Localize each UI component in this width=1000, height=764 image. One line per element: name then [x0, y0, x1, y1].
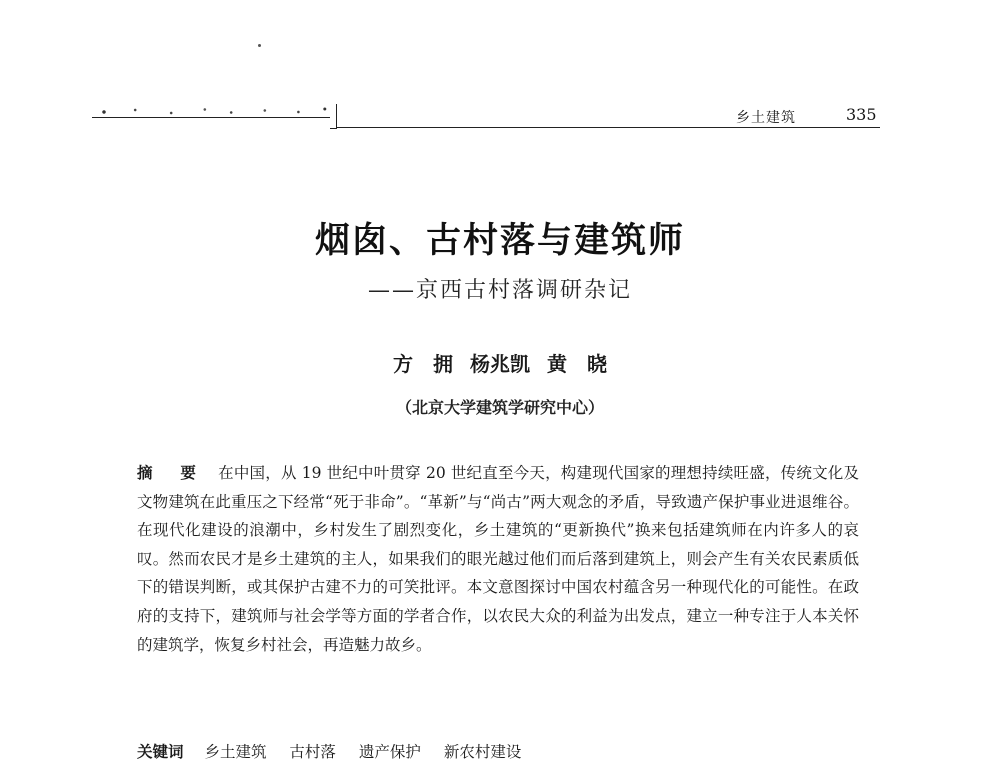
- abstract-text: 在中国，从 19 世纪中叶贯穿 20 世纪直至今天，构建现代国家的理想持续旺盛，传统文化及文物建筑在此重压之下经常“死于非命”。“革新”与“尚古”两大观念的矛盾，导致遗产保护事业进退维谷。在现代化建设的浪潮中，乡村发生了剧烈变化，乡土建筑的“更新换代”换来包括建筑师在内许多人的哀叹。然而农民才是乡土建筑的主人，如果我们的眼光越过他们而后落到建筑上，则会产生有关农民素质低下的错误判断，或其保护古建不力的可笑批评。本文意图探讨中国农村蕴含另一种现代化的可能性。在政府的支持下，建筑师与社会学等方面的学者合作，以农民大众的利益为出发点，建立一种专注于人本关怀的建筑学，恢复乡村社会，再造魅力故乡。: [137, 464, 859, 654]
- header-rule-left: [92, 117, 330, 118]
- keywords: [137, 740, 859, 764]
- scan-speck: [258, 44, 261, 47]
- running-head: 乡土建筑: [736, 110, 796, 126]
- abstract-label: 摘 要: [137, 464, 203, 482]
- keyword: 遗产保护: [358, 743, 421, 761]
- author-name: 黄 晓: [546, 352, 607, 376]
- author-affiliation: （北京大学建筑学研究中心）: [395, 398, 604, 417]
- keyword: 古村落: [289, 743, 336, 761]
- abstract: [137, 459, 859, 659]
- author-name: 方 拥: [393, 352, 454, 376]
- article-title: 烟囱、古村落与建筑师: [314, 221, 685, 261]
- article-subtitle: ——京西古村落调研杂记: [367, 278, 632, 303]
- header-scan-noise: [92, 106, 332, 116]
- author-name: 杨兆凯: [470, 352, 530, 376]
- keyword: 新农村建设: [443, 743, 522, 761]
- page-number: 335: [846, 105, 877, 124]
- author-list: [0, 348, 1000, 377]
- header-rule-step: [330, 104, 337, 129]
- keyword: 乡土建筑: [204, 743, 267, 761]
- keywords-label: 关键词: [137, 743, 184, 761]
- header-rule-right: [336, 127, 880, 128]
